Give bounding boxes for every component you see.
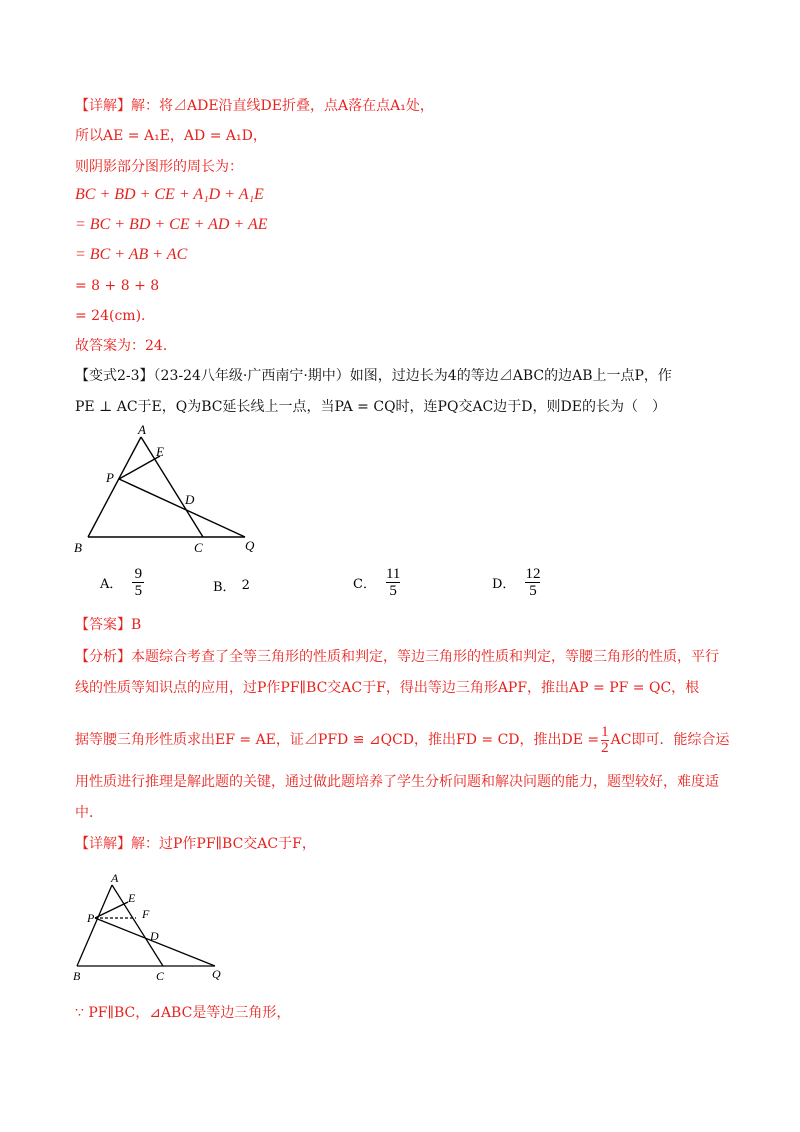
label-e: E [156, 444, 164, 459]
option-c-fraction [386, 566, 400, 599]
analysis-line5: 中． [75, 805, 103, 821]
solution1-line4: BC + BD + CE + A₁D + A₁E [75, 186, 264, 203]
triangle-figure-1 [70, 420, 270, 560]
answer: 【答案】B [75, 617, 142, 633]
option-d-fraction [525, 566, 540, 599]
option-c-num: 11 [385, 566, 401, 582]
option-c-den: 5 [389, 583, 397, 599]
label-e: E [128, 891, 136, 905]
option-d-letter: D． [492, 577, 516, 592]
option-c-letter: C． [353, 577, 376, 592]
label-f: F [142, 907, 150, 921]
label-a: A [138, 422, 146, 437]
solution2-last-line: ∵ PF∥BC，⊿ABC是等边三角形， [75, 1005, 291, 1021]
problem-line1: 【变式2-3】（23-24八年级·广西南宁·期中）如图，过边长为4的等边⊿ABC的边AB上一点P，作 [75, 368, 672, 384]
label-q: Q [212, 967, 221, 981]
option-d-den: 5 [529, 583, 537, 599]
solution1-line5: = BC + BD + CE + AD + AE [75, 216, 268, 233]
analysis-line3 [75, 723, 730, 757]
label-d: D [150, 929, 159, 943]
option-d-num: 12 [525, 566, 541, 582]
option-d[interactable] [492, 566, 540, 599]
solution1-line1: 【详解】解：将⊿ADE沿直线DE折叠，点A落在点A₁处， [75, 98, 434, 114]
label-c: C [194, 540, 203, 555]
analysis-line3-pre: 据等腰三角形性质求出EF = AE，证⊿PFD ≌ ⊿QCD，推出FD = CD，推出DE = [75, 732, 600, 748]
option-a-num: 9 [134, 566, 143, 582]
solution1-line6: = BC + AB + AC [75, 246, 188, 263]
option-a-fraction [132, 566, 144, 599]
analysis-line2: 线的性质等知识点的应用，过P作PF∥BC交AC于F，得出等边三角形APF，推出AP = PF = QC，根 [75, 680, 700, 696]
half-num: 1 [601, 723, 609, 740]
analysis-line4: 用性质进行推理是解此题的关键，通过做此题培养了学生分析问题和解决问题的能力，题型较好，难度适 [75, 774, 719, 790]
label-q: Q [245, 538, 255, 553]
label-d: D [185, 492, 195, 507]
solution1-line9: 故答案为：24． [75, 338, 177, 354]
solution1-line7: = 8 + 8 + 8 [75, 278, 160, 294]
solution1-line2: 所以AE = A₁E，AD = A₁D， [75, 128, 267, 144]
analysis-line1: 【分析】本题综合考查了全等三角形的性质和判定，等边三角形的性质和判定，等腰三角形的性质，平行 [75, 649, 719, 665]
label-p: P [87, 911, 95, 925]
label-c: C [156, 969, 165, 983]
half-fraction [601, 725, 609, 756]
triangle-figure-2 [70, 868, 230, 986]
option-a[interactable] [100, 566, 144, 599]
option-a-den: 5 [134, 583, 143, 599]
option-b-value: 2 [241, 578, 250, 593]
label-p: P [106, 470, 114, 485]
option-b-letter: B． [213, 580, 236, 595]
option-b[interactable] [213, 576, 250, 595]
solution2-line1: 【详解】解：过P作PF∥BC交AC于F， [75, 836, 316, 852]
label-a: A [111, 871, 119, 885]
half-den: 2 [601, 739, 609, 756]
analysis-line3-post: AC即可．能综合运 [610, 732, 730, 748]
option-a-letter: A． [100, 577, 123, 592]
option-c[interactable] [353, 566, 400, 599]
solution1-line8: = 24(cm). [75, 308, 146, 324]
label-b: B [73, 969, 81, 983]
problem-line2: PE ⊥ AC于E，Q为BC延长线上一点，当PA = CQ时，连PQ交AC边于D，则DE的长为（ ） [75, 399, 666, 415]
solution1-line3: 则阴影部分图形的周长为： [75, 159, 243, 175]
label-b: B [74, 540, 82, 555]
